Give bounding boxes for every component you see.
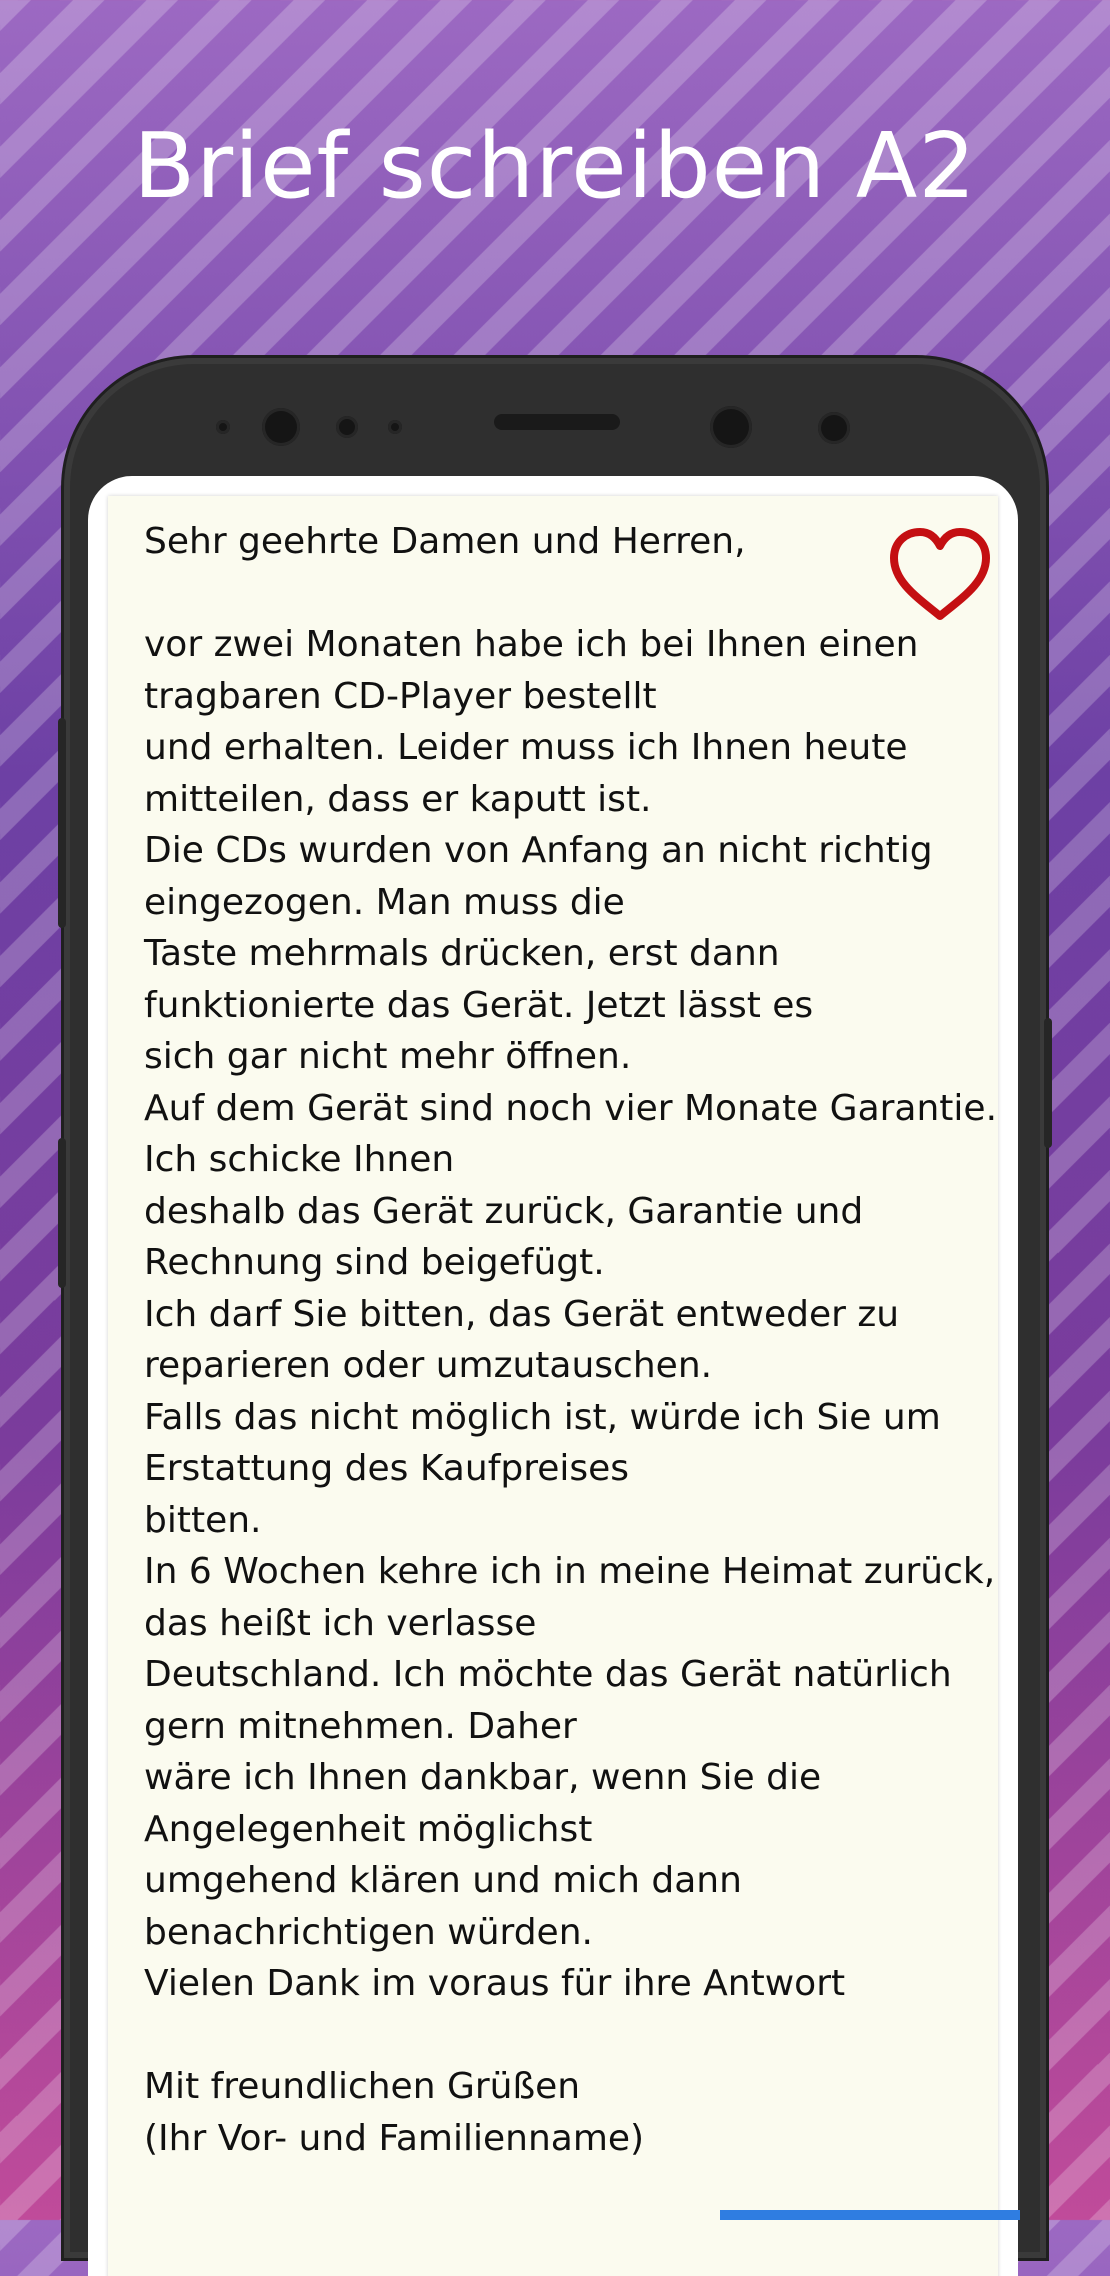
letter-card: [108, 496, 998, 2276]
power-button: [1044, 1018, 1052, 1148]
sensor-dot: [336, 416, 358, 438]
bottom-accent-bar: [720, 2210, 1020, 2220]
volume-button: [58, 718, 66, 928]
side-button: [58, 1138, 66, 1288]
app-screen: [88, 476, 1018, 2276]
heart-outline-icon: [888, 526, 992, 626]
sensor-dot: [216, 420, 230, 434]
favorite-button[interactable]: [888, 526, 992, 626]
front-camera: [262, 408, 300, 446]
earpiece-speaker: [494, 414, 620, 430]
letter-text: Sehr geehrte Damen und Herren, vor zwei Monaten habe ich bei Ihnen einen tragbaren CD-Player bestellt und erhalten. Leider muss ich Ihnen heute mitteilen, dass er kaputt ist. Die CDs wurden von Anfang an nicht richtig eingezogen. Man muss die Taste mehrmals drücken, erst dann funktionierte das Gerät. Jetzt lässt es sich gar nicht mehr öffnen. Auf dem Gerät sind noch vier Monate Garantie. Ich schicke Ihnen deshalb das Gerät zurück, Garantie und Rechnung sind beigefügt. Ich darf Sie bitten, das Gerät entweder zu reparieren oder umzutauschen. Falls das nicht möglich ist, würde ich Sie um Erstattung des Kaufpreises bitten. In 6 Wochen kehre ich in meine Heimat zurück, das heißt ich verlasse Deutschland. Ich möchte das Gerät natürlich gern mitnehmen. Daher wäre ich Ihnen dankbar, wenn Sie die Angelegenheit möglichst umgehend klären und mich dann benachrichtigen würden. Vielen Dank im voraus für ihre Antwort Mit freundlichen Grüßen (Ihr Vor- und Familienname): [144, 521, 998, 2159]
front-camera: [710, 406, 752, 448]
sensor-dot: [818, 412, 850, 444]
sensor-dot: [388, 420, 402, 434]
promo-title: Brief schreiben A2: [133, 114, 977, 219]
phone-frame: [64, 358, 1046, 2258]
